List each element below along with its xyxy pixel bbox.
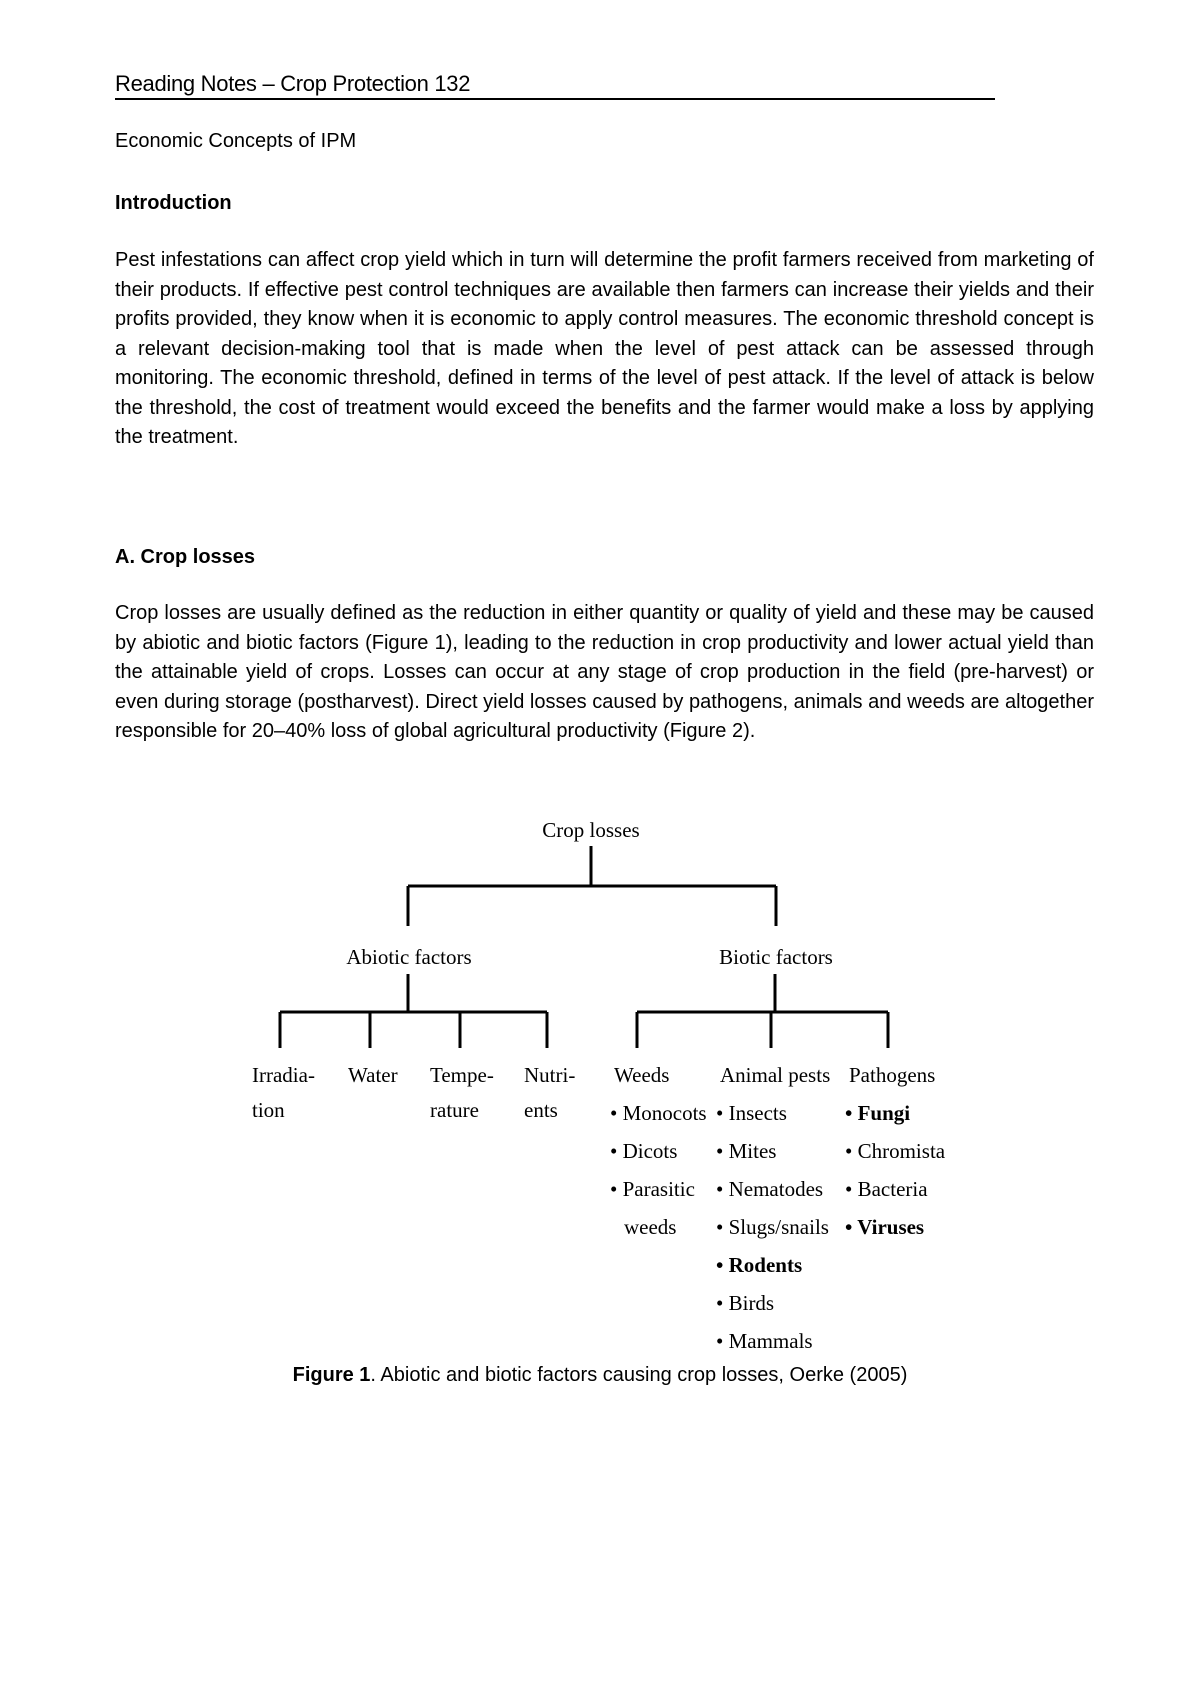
crop-losses-heading: A. Crop losses: [115, 546, 256, 568]
node-irradiation-line2: tion: [252, 1098, 285, 1122]
animal-pests-item-mammals: • Mammals: [716, 1329, 813, 1353]
node-weeds: Weeds: [614, 1063, 670, 1087]
crop-losses-paragraph: Crop losses are usually defined as the reduction in either quantity or quality of yield and these may be caused by abiotic and biotic factors (Figure 1), leading to the reduction in crop productivity and lower actual yield than the attainable yield of crops. Losses can occur at any stage of crop production in the field (pre-harvest) or even during storage (postharvest). Direct yield losses caused by pathogens, animals and weeds are altogether responsible for 20–40% loss of global agricultural productivity (Figure 2).: [115, 602, 1094, 742]
figure-1-caption-text: . Abiotic and biotic factors causing crop losses, Oerke (2005): [370, 1364, 908, 1386]
introduction-heading: Introduction: [115, 192, 232, 214]
animal-pests-item-insects: • Insects: [716, 1101, 787, 1125]
animal-pests-item-mites: • Mites: [716, 1139, 777, 1163]
pathogens-item-fungi: • Fungi: [845, 1101, 911, 1125]
node-temperature-line2: rature: [430, 1098, 479, 1122]
node-irradiation-line1: Irradia-: [252, 1063, 315, 1087]
introduction-paragraph: Pest infestations can affect crop yield which in turn will determine the profit farmers received from marketing of their products. If effective pest control techniques are available then farmers can increase their yields and their profits provided, they know when it is economic to apply control measures. The economic threshold concept is a relevant decision-making tool that is made when the level of pest attack can be assessed through monitoring. The economic threshold, defined in terms of the level of pest attack. If the level of attack is below the threshold, the cost of treatment would exceed the benefits and the farmer would make a loss by applying the treatment.: [115, 249, 1094, 448]
pathogens-item-chromista: • Chromista: [845, 1139, 946, 1163]
page-header-title: Reading Notes – Crop Protection 132: [115, 70, 995, 100]
weeds-item-parasitic: • Parasitic: [610, 1177, 695, 1201]
node-water: Water: [348, 1063, 398, 1087]
pathogens-item-viruses: • Viruses: [845, 1215, 925, 1239]
node-nutrients-line1: Nutri-: [524, 1063, 576, 1087]
document-subtitle: Economic Concepts of IPM: [115, 130, 357, 152]
pathogens-item-bacteria: • Bacteria: [845, 1177, 928, 1201]
figure-1-caption: [0, 1362, 1200, 1388]
weeds-item-parasitic-cont: weeds: [624, 1215, 677, 1239]
node-animal-pests: Animal pests: [720, 1063, 831, 1087]
node-crop-losses: Crop losses: [542, 818, 640, 842]
weeds-item-dicots: • Dicots: [610, 1139, 678, 1163]
animal-pests-item-nematodes: • Nematodes: [716, 1177, 824, 1201]
animal-pests-item-slugs-snails: • Slugs/snails: [716, 1215, 829, 1239]
node-temperature-line1: Tempe-: [430, 1063, 494, 1087]
node-pathogens: Pathogens: [849, 1063, 936, 1087]
weeds-item-monocots: • Monocots: [610, 1101, 707, 1125]
node-nutrients-line2: ents: [524, 1098, 558, 1122]
node-abiotic-factors: Abiotic factors: [346, 945, 472, 969]
node-biotic-factors: Biotic factors: [719, 945, 833, 969]
animal-pests-item-birds: • Birds: [716, 1291, 775, 1315]
animal-pests-item-rodents: • Rodents: [716, 1253, 803, 1277]
figure-1-caption-label: Figure 1: [292, 1364, 371, 1386]
